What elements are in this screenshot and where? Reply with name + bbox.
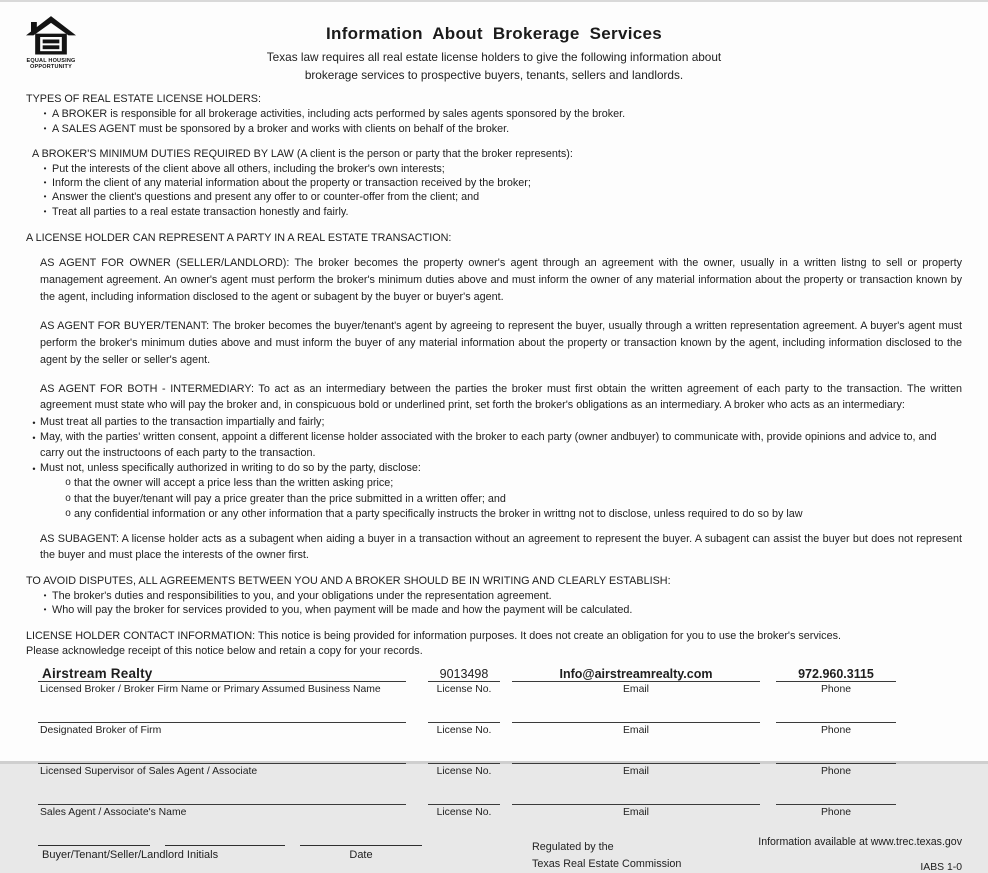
bullet-icon: • xyxy=(43,178,47,188)
bullet-icon: • xyxy=(43,605,47,615)
list-item: • Put the interests of the client above all others, including the broker's own interests; xyxy=(26,162,962,176)
list-item: • Answer the client's questions and present any offer to or counter-offer from the client; and xyxy=(26,190,962,204)
bullet-icon: • xyxy=(43,109,47,119)
initials-field-1[interactable] xyxy=(38,834,150,846)
subagent-paragraph: AS SUBAGENT: A license holder acts as a subagent when aiding a buyer in a transaction without an agreement to represent the buyer. A subagent can assist the buyer but does not represent the buyer and must place the interests of the owner first. xyxy=(40,533,962,561)
broker-firm-name-field[interactable]: Airstream Realty xyxy=(38,665,406,682)
bullet-icon: • xyxy=(43,123,47,133)
represent-heading: A LICENSE HOLDER CAN REPRESENT A PARTY IN A REAL ESTATE TRANSACTION: xyxy=(26,231,452,244)
circle-bullet-icon: o xyxy=(65,477,71,489)
phone-label: Phone xyxy=(820,807,852,819)
duties-heading: A BROKER'S MINIMUM DUTIES REQUIRED BY LAW (A client is the person or party that the broker represents): xyxy=(32,147,573,160)
table-row xyxy=(38,706,962,736)
designated-broker-phone-field[interactable] xyxy=(776,706,896,723)
equal-housing-logo-text-1: EQUAL HOUSING xyxy=(26,58,76,64)
email-label: Email xyxy=(623,725,649,737)
equal-housing-house-icon xyxy=(22,16,80,58)
contact-info-line-1: LICENSE HOLDER CONTACT INFORMATION: This notice is being provided for information purposes. It does not create an obligation for you to use the broker's services. xyxy=(26,629,841,642)
list-item: • Must not, unless specifically authorized in writing to do so by the party, disclose: xyxy=(26,461,962,476)
trec-info-block xyxy=(722,834,962,873)
designated-broker-license-field[interactable] xyxy=(428,706,500,723)
regulated-by-block xyxy=(532,834,722,872)
subtitle-line-1: Texas law requires all real estate license holders to give the following information about xyxy=(266,50,722,64)
designated-broker-label: Designated Broker of Firm xyxy=(40,725,162,737)
bullet-icon: • xyxy=(43,192,47,202)
form-footer xyxy=(0,834,988,873)
license-no-label: License No. xyxy=(436,725,492,737)
supervisor-license-field[interactable] xyxy=(428,747,500,764)
broker-email-field[interactable]: Info@airstreamrealty.com xyxy=(512,665,760,682)
supervisor-name-field[interactable] xyxy=(38,747,406,764)
phone-label: Phone xyxy=(820,725,852,737)
license-no-label: License No. xyxy=(436,684,492,696)
bullet-icon: • xyxy=(32,433,36,444)
bullet-icon: • xyxy=(32,464,36,475)
broker-phone-field[interactable]: 972.960.3115 xyxy=(776,665,896,682)
signature-block xyxy=(38,834,438,861)
sub-list-item: o that the buyer/tenant will pay a price greater than the price submitted in a written offer; and xyxy=(26,492,962,507)
bullet-icon: • xyxy=(43,591,47,601)
sales-agent-label: Sales Agent / Associate's Name xyxy=(40,807,187,819)
contact-info-line-2: Please acknowledge receipt of this notice below and retain a copy for your records. xyxy=(26,644,423,657)
list-item: • Must treat all parties to the transaction impartially and fairly; xyxy=(26,415,962,430)
license-no-label: License No. xyxy=(436,766,492,778)
sales-agent-license-field[interactable] xyxy=(428,788,500,805)
phone-label: Phone xyxy=(820,684,852,696)
form-code: IABS 1-0 xyxy=(920,862,962,873)
list-item: • The broker's duties and responsibilities to you, and your obligations under the representation agreement. xyxy=(26,589,962,603)
table-row xyxy=(38,665,962,695)
phone-label: Phone xyxy=(820,766,852,778)
page-title: Information About Brokerage Services xyxy=(326,24,662,43)
table-row xyxy=(38,747,962,777)
table-row xyxy=(38,788,962,818)
circle-bullet-icon: o xyxy=(65,508,71,520)
disputes-bullet-list xyxy=(26,589,962,618)
buyer-paragraph: AS AGENT FOR BUYER/TENANT: The broker becomes the buyer/tenant's agent by agreeing to represent the buyer, usually through a written representation agreement. A buyer's agent must perform the broker's minimum duties above and must inform the buyer of any material information about the property or transaction known by the agent, including information disclosed to the agent by the seller or seller's agent. xyxy=(40,319,962,367)
supervisor-email-field[interactable] xyxy=(512,747,760,764)
designated-broker-email-field[interactable] xyxy=(512,706,760,723)
license-holder-contact-table xyxy=(38,665,962,818)
sales-agent-phone-field[interactable] xyxy=(776,788,896,805)
types-bullet-list xyxy=(26,107,962,136)
email-label: Email xyxy=(623,807,649,819)
subtitle-line-2: brokerage services to prospective buyers, tenants, sellers and landlords. xyxy=(304,67,684,82)
supervisor-phone-field[interactable] xyxy=(776,747,896,764)
page-subtitle xyxy=(26,49,962,84)
supervisor-label: Licensed Supervisor of Sales Agent / Associate xyxy=(40,766,258,778)
broker-license-field[interactable]: 9013498 xyxy=(428,665,500,682)
sales-agent-name-field[interactable] xyxy=(38,788,406,805)
initials-label: Buyer/Tenant/Seller/Landlord Initials xyxy=(42,849,219,862)
email-label: Email xyxy=(623,684,649,696)
contact-info-paragraph xyxy=(26,629,962,660)
list-item: • Treat all parties to a real estate transaction honestly and fairly. xyxy=(26,205,962,219)
intermediary-bullet-list xyxy=(26,415,962,522)
list-item: • Who will pay the broker for services provided to you, when payment will be made and how the payment will be calculated. xyxy=(26,603,962,617)
date-field[interactable] xyxy=(300,834,422,846)
owner-paragraph: AS AGENT FOR OWNER (SELLER/LANDLORD): The broker becomes the property owner's agent through an agreement with the owner, usually in a written listng to sell or property management agreement. An owner's agent must perform the broker's minimum duties above and must inform the owner of any material information about the property or transaction known by the agent, including information disclosed to the agent or subagent by the buyer or buyer's agent. xyxy=(40,256,962,304)
license-no-label: License No. xyxy=(436,807,492,819)
trec-info-text: Information available at www.trec.texas.gov xyxy=(758,836,962,849)
regulated-by-line-1: Regulated by the xyxy=(532,841,614,854)
bullet-icon: • xyxy=(32,418,36,429)
list-item: • A SALES AGENT must be sponsored by a broker and works with clients on behalf of the broker. xyxy=(26,122,962,136)
email-label: Email xyxy=(623,766,649,778)
date-label: Date xyxy=(349,849,373,862)
types-heading: TYPES OF REAL ESTATE LICENSE HOLDERS: xyxy=(26,93,261,106)
designated-broker-name-field[interactable] xyxy=(38,706,406,723)
disputes-heading: TO AVOID DISPUTES, ALL AGREEMENTS BETWEEN YOU AND A BROKER SHOULD BE IN WRITING AND CLEARLY ESTABLISH: xyxy=(26,575,671,588)
bullet-icon: • xyxy=(43,206,47,216)
equal-housing-logo-text-2: OPPORTUNITY xyxy=(30,64,72,71)
equal-housing-logo xyxy=(22,16,80,71)
intermediary-paragraph: AS AGENT FOR BOTH - INTERMEDIARY: To act as an intermediary between the parties the broker must first obtain the written agreement of each party to the transaction. The written agreement must state who will pay the broker and, in conspicuous bold or underlined print, set forth the broker's obligations as an intermediary. A broker who acts as an intermediary: xyxy=(40,383,962,411)
list-item: • May, with the parties' written consent, appoint a different license holder associated with the broker to each party (owner andbuyer) to communicate with, provide opinions and advice to, and carry out the instructoons of each party to the transaction. xyxy=(26,430,962,461)
list-item: • Inform the client of any material information about the property or transaction received by the broker; xyxy=(26,176,962,190)
circle-bullet-icon: o xyxy=(65,492,71,504)
initials-field-2[interactable] xyxy=(165,834,285,846)
sub-list-item: o that the owner will accept a price less than the written asking price; xyxy=(26,476,962,491)
duties-bullet-list xyxy=(26,162,962,219)
broker-firm-name-label: Licensed Broker / Broker Firm Name or Primary Assumed Business Name xyxy=(40,684,381,696)
list-item: • A BROKER is responsible for all brokerage activities, including acts performed by sales agents sponsored by the broker. xyxy=(26,107,962,121)
bullet-icon: • xyxy=(43,163,47,173)
sales-agent-email-field[interactable] xyxy=(512,788,760,805)
sub-list-item: o any confidential information or any other information that a party specifically instructs the broker in writtng not to disclose, unless required to do so by law xyxy=(26,507,962,522)
regulated-by-line-2: Texas Real Estate Commission xyxy=(532,857,682,870)
